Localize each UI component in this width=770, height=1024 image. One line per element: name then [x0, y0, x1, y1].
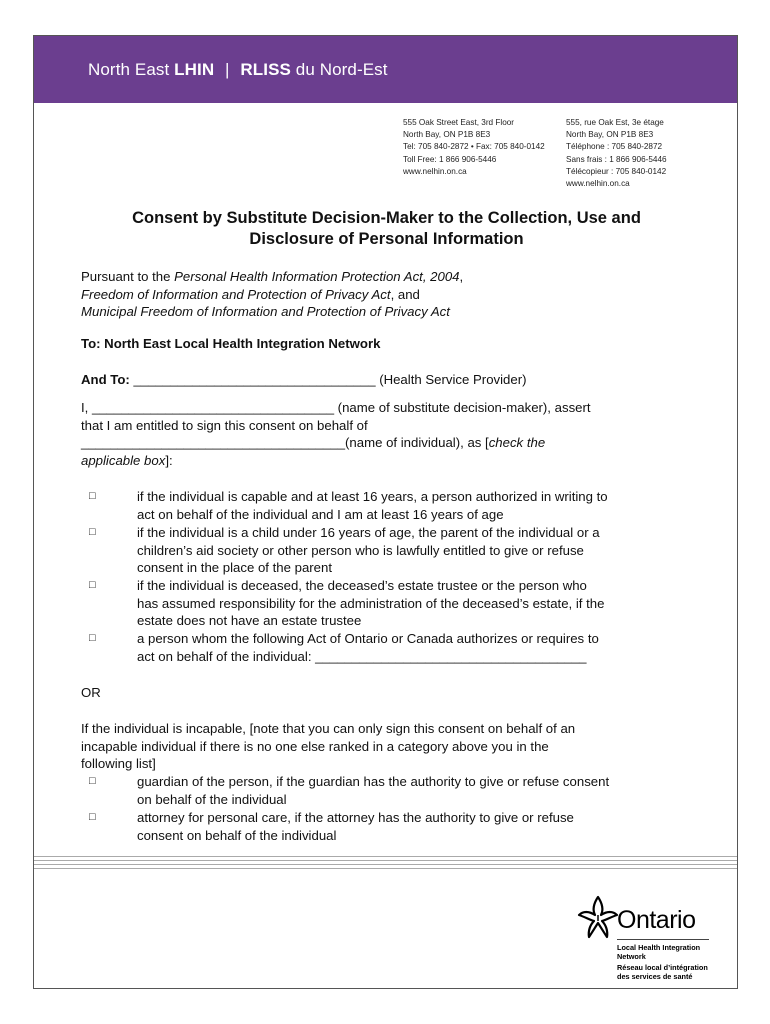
logo-sub-line: Network: [617, 952, 646, 961]
checkbox-deceased[interactable]: □: [89, 579, 96, 591]
org-separator: |: [225, 60, 230, 79]
act-fippa: Freedom of Information and Protection of Privacy Act: [81, 286, 391, 302]
statement-line-3-italic: check the: [488, 435, 546, 450]
act-phipa: Personal Health Information Protection Act, 2004: [174, 269, 460, 284]
option-child: [137, 524, 600, 577]
or-label: OR: [81, 685, 101, 700]
trillium-icon: [577, 893, 619, 941]
address-line: North Bay, ON P1B 8E3: [566, 130, 654, 140]
option-line: children’s aid society or other person who is lawfully entitled to give or refuse: [137, 542, 584, 558]
pursuant-prefix: Pursuant to the: [81, 269, 175, 284]
and-to-line: [81, 371, 527, 389]
ontario-wordmark: Ontario: [617, 906, 696, 934]
logo-sub-line: Local Health Integration: [617, 943, 701, 952]
option-line: act on behalf of the individual and I am at least 16 years of age: [137, 506, 504, 522]
statement-line-3: ____________________________________(name of individual), as [: [81, 435, 489, 450]
option-line: on behalf of the individual: [137, 791, 287, 807]
header-banner: [34, 36, 737, 103]
footer-divider: [34, 864, 737, 865]
org-fr-bold: RLISS: [240, 60, 291, 79]
act-mfippa: Municipal Freedom of Information and Protection of Privacy Act: [81, 304, 450, 319]
and-to-label: And To:: [81, 372, 130, 387]
pursuant-block: [81, 268, 463, 321]
option-line: attorney for personal care, if the attorney has the authority to give or refuse: [137, 810, 574, 825]
address-english: [403, 117, 545, 178]
checkbox-capable[interactable]: □: [89, 490, 96, 502]
address-line: Tel: 705 840-2872 • Fax: 705 840-0142: [403, 142, 545, 152]
option-line: if the individual is a child under 16 years of age, the parent of the individual or a: [137, 525, 600, 540]
org-en-prefix: North East: [88, 60, 175, 79]
option-capable: [137, 488, 608, 523]
intro-line: If the individual is incapable, [note that you can only sign this consent on behalf of an: [81, 721, 576, 736]
org-en-bold: LHIN: [174, 60, 215, 79]
address-line: Toll Free: 1 866 906-5446: [403, 154, 497, 164]
checkbox-guardian[interactable]: □: [89, 775, 96, 787]
incapable-intro: [81, 720, 575, 773]
option-act-authorized: [137, 630, 599, 665]
pursuant-and: , and: [390, 286, 420, 302]
address-line: 555, rue Oak Est, 3e étage: [566, 118, 664, 127]
org-fr-suffix: du Nord-Est: [290, 60, 388, 79]
option-line: estate does not have an estate trustee: [137, 613, 362, 628]
logo-sub-line: Réseau local d’intégration: [617, 963, 708, 972]
address-line: North Bay, ON P1B 8E3: [403, 130, 491, 140]
intro-line: following list]: [81, 756, 156, 771]
statement-line-4-end: ]:: [165, 452, 173, 468]
logo-sub-fr: [617, 963, 708, 981]
checkbox-act-authorized[interactable]: □: [89, 632, 96, 644]
option-line: has assumed responsibility for the administration of the deceased’s estate, if the: [137, 595, 605, 611]
title-line-2: Disclosure of Personal Information: [249, 230, 524, 248]
option-line: a person whom the following Act of Ontario or Canada authorizes or requires to: [137, 631, 599, 646]
statement-line-4-italic: applicable box: [81, 452, 166, 468]
title-line-1: Consent by Substitute Decision-Maker to the Collection, Use and: [132, 209, 641, 227]
to-line: To: North East Local Health Integration Network: [81, 336, 381, 351]
footer-divider: [34, 860, 737, 861]
address-french: [566, 117, 667, 190]
provider-caption: (Health Service Provider): [379, 372, 527, 387]
option-line: consent on behalf of the individual: [137, 827, 337, 843]
address-line: www.nelhin.on.ca: [566, 179, 630, 189]
option-line: if the individual is capable and at least 16 years, a person authorized in writing to: [137, 489, 608, 504]
footer-divider: [34, 856, 737, 857]
document-title: [74, 208, 699, 250]
address-line: Sans frais : 1 866 906-5446: [566, 154, 667, 164]
option-line: if the individual is deceased, the deceased’s estate trustee or the person who: [137, 578, 587, 593]
address-line: www.nelhin.on.ca: [403, 166, 467, 176]
statement-line-1: I, _________________________________ (name of substitute decision-maker), assert: [81, 400, 591, 415]
checkbox-attorney[interactable]: □: [89, 811, 96, 823]
address-line: Télécopieur : 705 840-0142: [566, 166, 667, 176]
intro-line: incapable individual if there is no one else ranked in a category above you in the: [81, 738, 549, 754]
option-line: act on behalf of the individual: _____________________________________: [137, 648, 587, 664]
provider-blank[interactable]: _________________________________: [129, 372, 380, 387]
address-line: 555 Oak Street East, 3rd Floor: [403, 118, 515, 127]
document-page: [33, 35, 738, 989]
option-attorney: [137, 809, 574, 844]
option-guardian: [137, 773, 609, 808]
option-line: consent in the place of the parent: [137, 560, 333, 575]
pursuant-comma: ,: [459, 269, 464, 284]
statement-line-2: that I am entitled to sign this consent on behalf of: [81, 417, 368, 433]
footer-divider: [34, 868, 737, 869]
logo-sub-line: des services de santé: [617, 972, 693, 981]
checkbox-child[interactable]: □: [89, 526, 96, 538]
option-deceased: [137, 577, 604, 630]
address-line: Téléphone : 705 840-2872: [566, 142, 663, 152]
logo-divider: [617, 939, 709, 940]
statement-block: [81, 399, 591, 469]
ontario-logo: [577, 888, 727, 983]
organization-name: [88, 60, 388, 80]
option-line: guardian of the person, if the guardian has the authority to give or refuse consent: [137, 774, 610, 789]
logo-sub-en: [617, 943, 700, 961]
